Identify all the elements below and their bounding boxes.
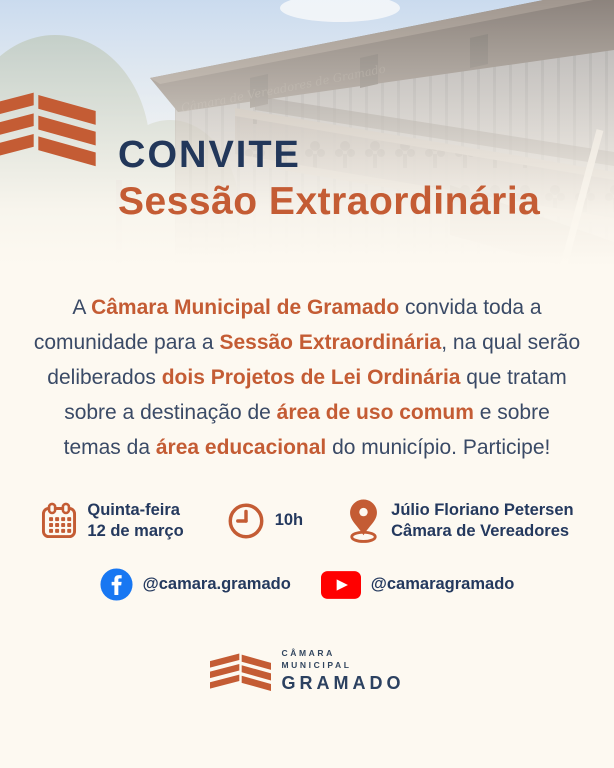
text-segment: , na qual serão [441, 331, 581, 354]
text-segment: do município. Participe! [326, 436, 551, 459]
weekday-label: Quinta-feira [87, 500, 180, 519]
hero-section [0, 0, 614, 280]
facebook-handle: @camara.gramado [142, 575, 291, 593]
date-label: 12 de março [87, 521, 184, 540]
footer-logo [0, 647, 614, 694]
text-segment: sobre a destinação de [64, 401, 277, 424]
text-segment: convida toda a [399, 296, 542, 319]
text-segment: deliberados [47, 366, 162, 389]
session-headline: Sessão Extraordinária [118, 180, 541, 223]
venue-name-label: Júlio Floriano Petersen [391, 500, 574, 519]
org-line2: MUNICIPAL [281, 660, 352, 670]
org-name: GRAMADO [281, 673, 405, 693]
text-segment: que tratam [460, 366, 567, 389]
event-details-row [0, 497, 614, 544]
time-label: 10h [274, 511, 304, 529]
text-segment-accent: Sessão Extraordinária [219, 331, 442, 354]
calendar-icon [40, 502, 78, 540]
text-segment-accent: dois Projetos de Lei Ordinária [161, 366, 461, 389]
social-row [0, 568, 614, 601]
text-segment-accent: área de uso comum [276, 401, 474, 424]
invite-line [15, 290, 599, 325]
location-pin-icon [345, 497, 382, 544]
text-segment: A [72, 296, 92, 319]
hero-titles [118, 134, 540, 225]
date-text [87, 500, 183, 542]
invite-line [15, 325, 599, 360]
time-detail [226, 501, 303, 541]
invite-line [15, 395, 599, 430]
date-detail [40, 500, 183, 542]
org-line1: CÂMARA [281, 648, 335, 658]
time-text [275, 510, 303, 531]
invitation-paragraph [15, 290, 599, 465]
youtube-icon [321, 571, 361, 599]
youtube-handle: @camaragramado [370, 575, 515, 593]
text-segment: comunidade para a [33, 331, 220, 354]
location-text [391, 500, 573, 542]
invite-kicker: CONVITE [118, 134, 301, 176]
facebook-item [100, 568, 291, 601]
invite-line [15, 360, 599, 395]
footer-logo-text [282, 647, 405, 694]
text-segment: e sobre [473, 401, 550, 424]
location-detail [345, 497, 573, 544]
facebook-icon [100, 568, 133, 601]
text-segment-accent: área educacional [155, 436, 327, 459]
clock-icon [226, 501, 266, 541]
camara-logo-mark-icon [210, 647, 271, 694]
venue-type-label: Câmara de Vereadores [391, 521, 570, 540]
camara-logo-mark-icon [0, 80, 96, 172]
text-segment-accent: Câmara Municipal de Gramado [91, 296, 400, 319]
youtube-item [321, 571, 515, 599]
text-segment: temas da [63, 436, 156, 459]
invite-line [15, 430, 599, 465]
